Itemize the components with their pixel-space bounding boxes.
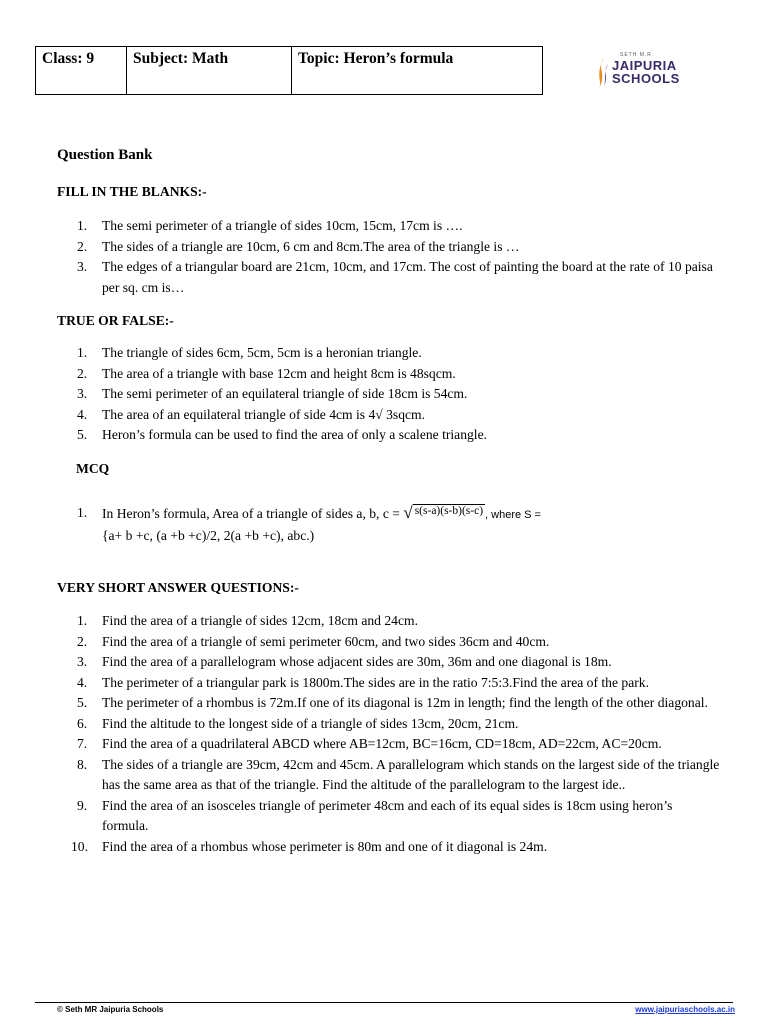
list-item: 4. The area of an equilateral triangle of side 4cm is 4√ 3sqcm.: [77, 406, 426, 422]
fill-blanks-heading: FILL IN THE BLANKS:-: [57, 184, 207, 199]
footer-copyright: © Seth MR Jaipuria Schools: [57, 1005, 164, 1014]
list-item: 1. In Heron’s formula, Area of a triangle of sides a, b, c = √ $^{s(s-a)(s-b)(s-c)}$ , where S = {a+ b +c, (a +b +c)/2, 2(a +b +c), abc.): [77, 503, 541, 543]
page-title: Question Bank: [57, 147, 153, 163]
logo-flame-icon: [590, 56, 612, 92]
true-false-list: [57, 343, 722, 446]
footer-website-link[interactable]: www.jaipuriaschools.ac.in: [635, 1005, 735, 1014]
logo-top-text: SETH M.R.: [620, 52, 655, 58]
sqrt-expression: √ $^{s(s-a)(s-b)(s-c)}$: [403, 503, 484, 522]
list-item: 2. The sides of a triangle are 10cm, 6 cm and 8cm.The area of the triangle is …: [77, 238, 520, 254]
vsa-list: [57, 611, 722, 857]
list-item: 3. Find the area of a parallelogram whose adjacent sides are 30m, 36m and one diagonal is 18m.: [77, 654, 612, 669]
list-item: 3. The semi perimeter of an equilateral triangle of side 18cm is 54cm.: [77, 386, 468, 401]
list-item: 2. The area of a triangle with base 12cm and height 8cm is 48sqcm.: [77, 365, 456, 381]
vsa-heading: VERY SHORT ANSWER QUESTIONS:-: [57, 580, 299, 595]
list-item: 8. The sides of a triangle are 39cm, 42cm and 45cm. A parallelogram which stands on the largest side of the triangle has the same area as that of the triangle. Find the altitude of the parallelogram to the largest ide..: [77, 756, 720, 792]
list-item: 7. Find the area of a quadrilateral ABCD where AB=12cm, BC=16cm, CD=18cm, AD=22cm, AC=20cm.: [77, 736, 662, 751]
subject-cell: Subject: Math: [127, 47, 292, 95]
list-item: 10. Find the area of a rhombus whose perimeter is 80m and one of it diagonal is 24m.: [71, 838, 548, 854]
list-item: 1. The triangle of sides 6cm, 5cm, 5cm is a heronian triangle.: [77, 345, 422, 360]
mcq-heading: MCQ: [76, 461, 110, 476]
list-item: 6. Find the altitude to the longest side of a triangle of sides 13cm, 20cm, 21cm.: [77, 715, 519, 731]
list-item: 5. The perimeter of a rhombus is 72m.If one of its diagonal is 12m in length; find the length of the other diagonal.: [77, 695, 708, 710]
list-item: 1. The semi perimeter of a triangle of sides 10cm, 15cm, 17cm is ….: [77, 218, 463, 233]
list-item: 9. Find the area of an isosceles triangle of perimeter 48cm and each of its equal sides is 18cm using heron’s formula.: [77, 797, 673, 833]
list-item: 2. Find the area of a triangle of semi perimeter 60cm, and two sides 36cm and 40cm.: [77, 633, 550, 649]
footer-divider: [35, 1002, 733, 1003]
fill-blanks-list: [57, 216, 722, 298]
topic-cell: Topic: Heron’s formula: [292, 47, 543, 95]
list-item: 3. The edges of a triangular board are 21cm, 10cm, and 17cm. The cost of painting the board at the rate of 10 paisa per sq. cm is…: [77, 259, 713, 295]
logo-line2: SCHOOLS: [612, 71, 680, 86]
header-table: [35, 46, 543, 95]
list-item: 5. Heron’s formula can be used to find the area of only a scalene triangle.: [77, 427, 488, 442]
true-false-heading: TRUE OR FALSE:-: [57, 313, 174, 328]
class-cell: Class: 9: [36, 47, 127, 95]
list-item: 1. Find the area of a triangle of sides 12cm, 18cm and 24cm.: [77, 613, 418, 628]
mcq-list: [57, 503, 722, 546]
logo-line1: JAIPURIA: [612, 58, 677, 73]
list-item: 4. The perimeter of a triangular park is 1800m.The sides are in the ratio 7:5:3.Find the area of the park.: [77, 674, 649, 690]
school-logo: [590, 52, 690, 92]
